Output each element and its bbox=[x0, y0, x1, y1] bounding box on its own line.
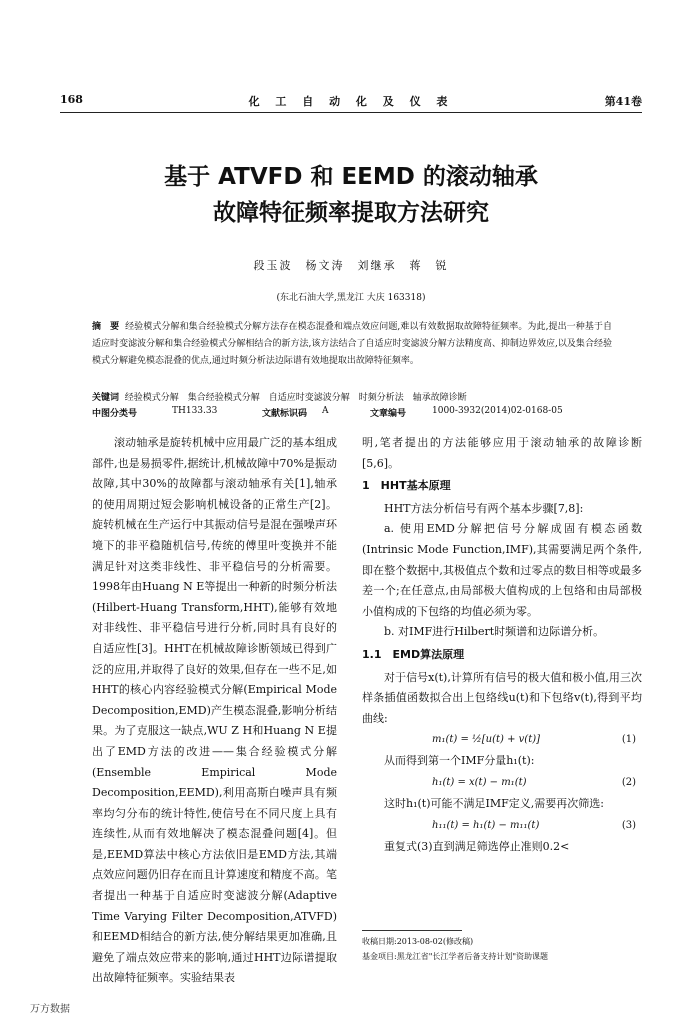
equation-3-formula: h₁₁(t) = h₁(t) − m₁₁(t) bbox=[432, 819, 540, 831]
doc-code-value: A bbox=[322, 406, 329, 416]
volume-label: 第41卷 bbox=[604, 95, 642, 108]
paragraph-resift: 这时h₁(t)可能不满足IMF定义,需要再次筛选: bbox=[384, 796, 604, 810]
intro-paragraph: 滚动轴承是旋转机械中应用最广泛的基本组成部件,也是易损零件,据统计,机械故障中70%是振动故障,其中30%的故障都与滚动轴承有关[1],轴承的使用周期过短会影响机械设备的正常生产[2]。旋转机械在生产运行中其振动信号是混在强噪声环境下的非平稳随机信号,传统的傅里叶变换并不能满足针对这类非线性、非平稳信号的分析需要。1998年由Huang N E等提出一种新的时频分析法(Hilbert-Huang Transform,HHT),能够有效地对非线性、非平稳信号进行分析,同时具有良好的自适应性[3]。HHT在机械故障诊断领域已得到广泛的应用,并取得了良好的效果,但存在一些不足,如HHT的核心内容经验模式分解(Empirical Mode Decomposition,EMD)产生模态混叠,影响分析结果。为了克服这一缺点,WU Z H和Huang N E提出了EMD方法的改进——集合经验模式分解(Ensemble Empirical Mode Decomposition,EEMD),利用高斯白噪声具有频率均匀分布的统计特性,使信号在不同尺度上具有连续性,从而有效地解决了模态混叠问题[4]。但是,EEMD算法中核心方法依旧是EMD方法,其端点效应问题仍旧存在而且计算速度和精度不高。笔者提出一种基于自适应时变滤波分解(Adaptive Time Varying Filter Decomposition,ATVFD)和EEMD相结合的新方法,使分解结果更加准确,且避免了端点效应带来的影响,通过HHT边际谱提取出故障特征频率。实验结果表 bbox=[92, 436, 337, 985]
paragraph-continued: 明,笔者提出的方法能够应用于滚动轴承的故障诊断[5,6]。 bbox=[362, 436, 642, 470]
abstract-label: 摘 要 bbox=[92, 322, 120, 332]
section-1-heading: 1 HHT基本原理 bbox=[362, 479, 451, 493]
running-header bbox=[60, 93, 642, 113]
keywords-text: 经验模式分解 集合经验模式分解 自适应时变滤波分解 时频分析法 轴承故障诊断 bbox=[124, 393, 467, 403]
paragraph-first-imf: 从而得到第一个IMF分量h₁(t): bbox=[384, 754, 535, 768]
equation-3-number: (3) bbox=[621, 819, 636, 831]
paragraph-step-a: a. 使用EMD分解把信号分解成固有模态函数(Intrinsic Mode Function,IMF),其需要满足两个条件,即在整个数据中,其极值点个数和过零点的数目相等或最多差一个;在任意点,由局部极大值构成的上包络和由局部极小值构成的下包络的均值必须为零。 bbox=[362, 522, 642, 618]
clc-label: 中图分类号 bbox=[92, 409, 138, 419]
affiliation: (东北石油大学,黑龙江 大庆 163318) bbox=[276, 293, 426, 303]
footnote-received: 收稿日期:2013-08-02(修改稿) bbox=[362, 937, 474, 946]
paper-title-line-2: 故障特征频率提取方法研究 bbox=[213, 200, 489, 226]
journal-name: 化 工 自 动 化 及 仪 表 bbox=[248, 95, 454, 108]
paragraph-step-b: b. 对IMF进行Hilbert时频谱和边际谱分析。 bbox=[384, 625, 605, 639]
abstract-text: 经验模式分解和集合经验模式分解方法存在模态混叠和端点效应问题,难以有效数据取故障特征频率。为此,提出一种基于自适应时变滤波分解和集合经验模式分解相结合的新方法,该方法结合了自适应时变滤波分解方法精度高、抑制边界效应,以及集合经验模式分解避免模态混叠的优点,通过时频分析法边际谱有效地提取出故障特征频率。 bbox=[92, 322, 612, 366]
left-column bbox=[92, 433, 337, 989]
header-rule bbox=[60, 112, 642, 113]
equation-3 bbox=[362, 815, 642, 837]
article-no-value: 1000-3932(2014)02-0168-05 bbox=[432, 406, 563, 416]
equation-1-formula: m₁(t) = ½[u(t) + v(t)] bbox=[432, 734, 541, 746]
page-number: 168 bbox=[60, 93, 83, 106]
equation-2 bbox=[362, 772, 642, 794]
keywords bbox=[92, 390, 612, 403]
watermark: 万方数据 bbox=[30, 1004, 70, 1015]
footnote-fund: 基金项目:黑龙江省"长江学者后备支持计划"资助课题 bbox=[362, 952, 549, 961]
doc-code-label: 文献标识码 bbox=[262, 409, 308, 419]
abstract bbox=[92, 319, 612, 370]
right-column bbox=[362, 433, 642, 857]
footnote-rule bbox=[362, 930, 462, 931]
section-1-1-heading: 1.1 EMD算法原理 bbox=[362, 647, 465, 661]
clc-value: TH133.33 bbox=[172, 406, 218, 416]
equation-1-number: (1) bbox=[621, 734, 636, 746]
equation-2-formula: h₁(t) = x(t) − m₁(t) bbox=[432, 776, 527, 788]
paragraph-emd: 对于信号x(t),计算所有信号的极大值和极小值,用三次样条插值函数拟合出上包络线u(t)和下包络v(t),得到平均曲线: bbox=[362, 670, 642, 725]
paragraph-repeat: 重复式(3)直到满足筛选停止准则0.2< bbox=[384, 839, 570, 853]
equation-1 bbox=[362, 729, 642, 751]
article-no-label: 文章编号 bbox=[370, 409, 407, 419]
paper-title-line-1: 基于 ATVFD 和 EEMD 的滚动轴承 bbox=[164, 164, 538, 190]
paragraph-steps: HHT方法分析信号有两个基本步骤[7,8]: bbox=[384, 501, 584, 515]
authors: 段玉波 杨文涛 刘继承 蒋 锐 bbox=[253, 259, 449, 272]
equation-2-number: (2) bbox=[621, 776, 636, 788]
keywords-label: 关键词 bbox=[92, 393, 120, 403]
